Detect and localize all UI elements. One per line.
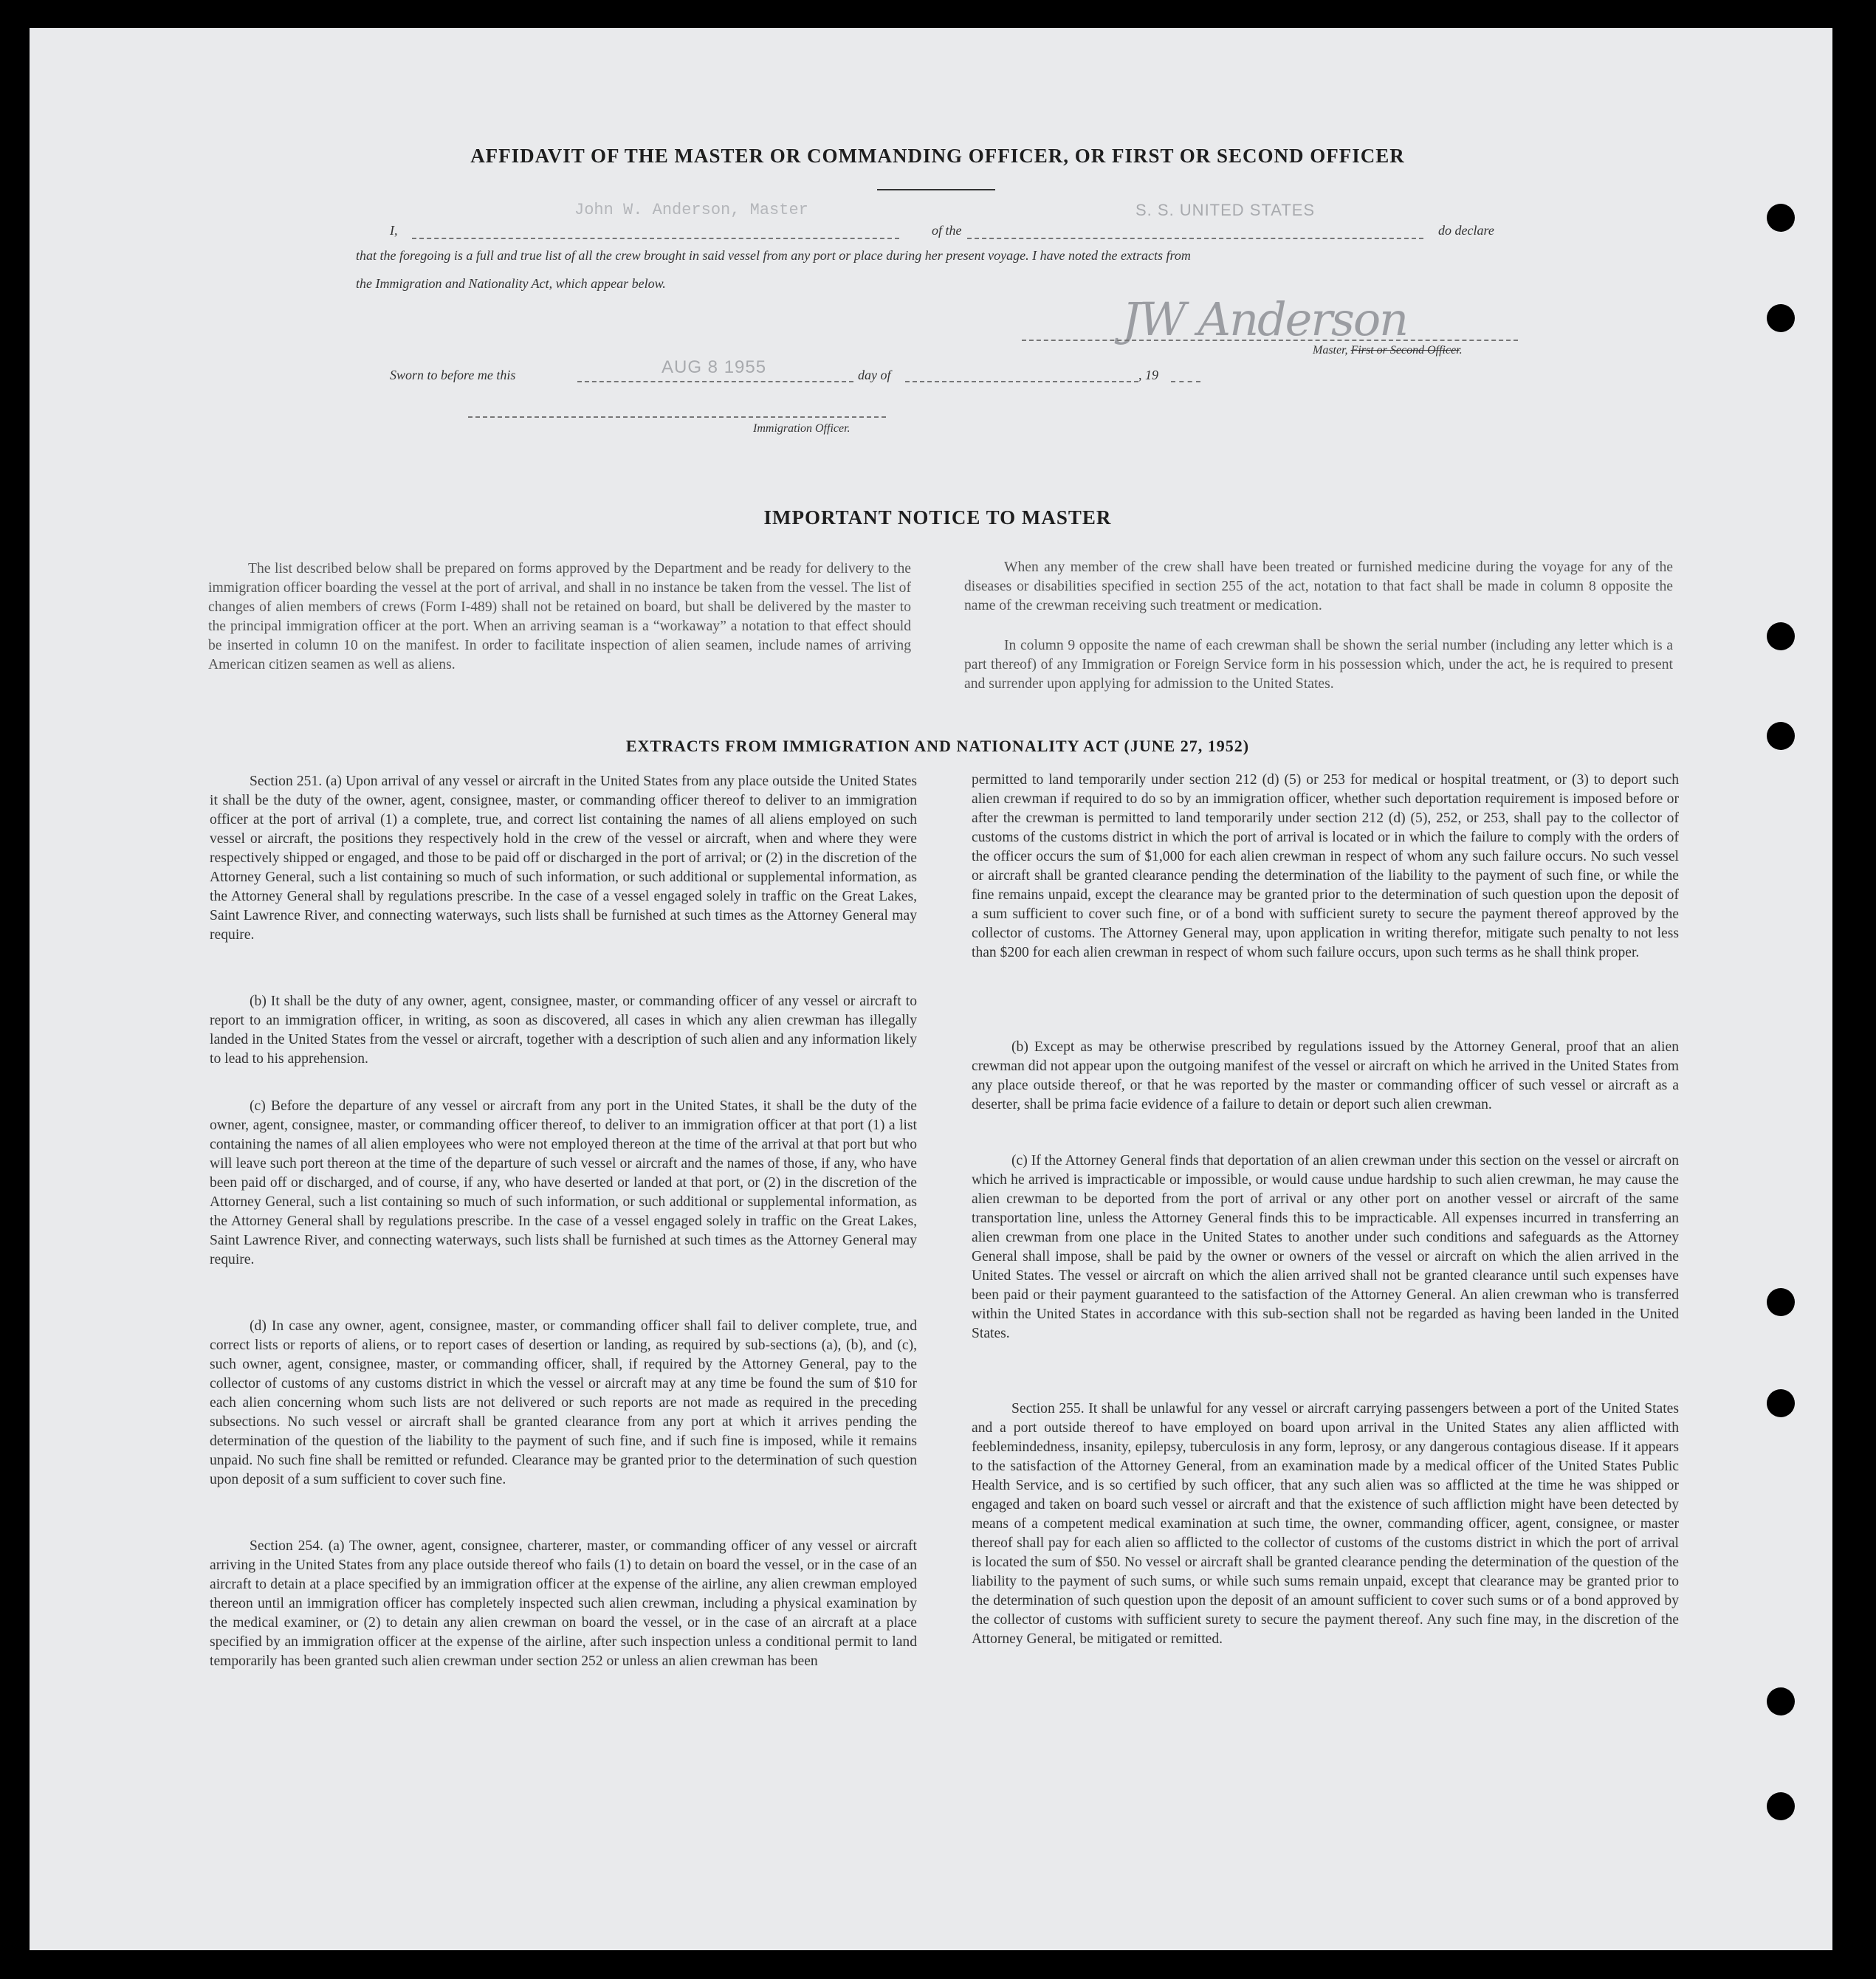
master-name-typed: John W. Anderson, Master	[574, 201, 808, 219]
extract-section-254c: (c) If the Attorney General finds that deportation of an alien crewman under this section on the vessel or aircraft on which he arrived is impracticable or impossible, or would cause undue hardship to such alien crewman, he may cause the alien crewman to be deported from the port of arrival or any other port on another vessel or aircraft of the same transportation line, unless the Attorney General finds this to be impracticable. All expenses incurred in transferring an alien crewman from one place in the United States to another under such conditions and safeguards as the Attorney General shall impose, shall be paid by the owner or owners of the vessel or aircraft on which the alien arrived in the United States. The vessel or aircraft on which the alien arrived shall not be granted clearance until such expenses have been paid or their payment guaranteed to the satisfaction of the Attorney General. An alien crewman who is transferred within the United States in accordance with this sub-section shall not be regarded as having been landed in the United States.	[972, 1153, 1679, 1341]
master-name-line	[412, 238, 899, 239]
extract-section-255: Section 255. It shall be unlawful for any vessel or aircraft carrying passengers between a port of the United States and a port outside thereof to have employed on board upon arrival in the United States any alien afflicted with feeblemindedness, insanity, epilepsy, tuberculosis in any form, leprosy, or any dangerous contagious disease. If it appears to the satisfaction of the Attorney General, from an examination made by a medical officer of the United States Public Health Service, and is so certified by such officer, that any such alien was so afflicted at the time he was shipped or engaged and taken on board such vessel or aircraft and that the existence of such affliction might have been detected by means of a competent medical examination at such time, the owner, commanding officer, agent, consignee, or master thereof shall pay for each alien so afflicted to the collector of customs of the customs district in which the port of arrival is located the sum of $50. No vessel or aircraft shall be granted clearance pending the determination of the question of the liability to the payment of such sums, or while such sums remain unpaid, except that clearance may be granted prior to the determination of such question upon the deposit of an amount sufficient to cover such sums or of a bond approved by the collector of customs with sufficient surety to secure the payment thereof. Any such fine may, in the discretion of the Attorney General, be mitigated or remitted.	[972, 1401, 1679, 1647]
binder-hole	[1767, 622, 1795, 650]
do-declare-label: do declare	[1438, 223, 1494, 238]
binder-hole	[1767, 304, 1795, 332]
declaration-line-2: the Immigration and Nationality Act, which appear below.	[356, 276, 666, 291]
master-title-label	[1313, 344, 1463, 357]
binder-hole	[1767, 1389, 1795, 1417]
notice-right-paragraph-2: In column 9 opposite the name of each crewman shall be shown the serial number (including any letter which is a part thereof) of any Immigration or Foreign Service form in his possession which, under the act, he is required to present and surrender upon applying for admission to the United States.	[964, 638, 1673, 692]
extract-section-251d: (d) In case any owner, agent, consignee, master, or commanding officer shall fail to deliver complete, true, and correct lists or reports of aliens, or to report cases of desertion or landing, as required by sub-sections (a), (b), and (c), such owner, agent, consignee, master, or commanding officer, shall, if required by the Attorney General, pay to the collector of customs of any customs district in which the vessel or aircraft may at any time be found the sum of $10 for each alien concerning whom such lists are not delivered or such reports are not made as required in the preceding subsections. No such vessel or aircraft shall be granted clearance from any port at which it arrives pending the determination of the question of the liability to the payment of such fine, and if such fine is imposed, while it remains unpaid. No such fine shall be remitted or refunded. Clearance may be granted prior to the determination of such question upon deposit of a sum sufficient to cover such fine.	[210, 1318, 917, 1487]
year-label: , 19	[1138, 368, 1158, 382]
title-rule	[877, 189, 995, 190]
master-signature: JW Anderson	[1122, 292, 1408, 346]
extract-section-251b: (b) It shall be the duty of any owner, agent, consignee, master, or commanding officer of any vessel or aircraft to report to an immigration officer, in writing, as soon as discovered, all cases in which any alien crewman has illegally landed in the United States from the vessel or aircraft, together with a description of such alien and any information likely to lead to his apprehension.	[210, 994, 917, 1067]
notice-right-paragraph-1: When any member of the crew shall have been treated or furnished medicine during the voyage for any of the diseases or disabilities specified in section 255 of the act, notation to that fact shall be made in column 8 opposite the name of the crewman receiving such treatment or medication.	[964, 560, 1673, 613]
extract-section-254a-continued: permitted to land temporarily under section 212 (d) (5) or 253 for medical or hospital treatment, or (3) to deport such alien crewman if required to do so by an immigration officer, whether such deportation requirement is imposed before or after the crewman is permitted to land temporarily under section 212 (d) (5), 252, or 253, shall pay to the collector of customs of the customs district in which the port of arrival is located or in which the failure to comply with the orders of the officer occurs the sum of $1,000 for each alien crewman in respect of whom any such failure occurs. No such vessel or aircraft shall be granted clearance pending the determination of the liability to the payment of such fine, or while the fine remains unpaid, except the clearance may be granted prior to the determination of such question upon the deposit of a sum sufficient to cover such fine, or of a bond with sufficient surety to secure the payment thereof approved by the collector of customs. The Attorney General may, upon application in writing therefor, mitigate such penalty to not less than $200 for each alien crewman in respect of whom such failure occurs, upon such terms as he shall think proper.	[972, 772, 1679, 960]
extract-section-254b: (b) Except as may be otherwise prescribed by regulations issued by the Attorney General, proof that an alien crewman did not appear upon the outgoing manifest of the vessel or aircraft on which he arrived in the United States from any place outside thereof, or that he was reported by the master or commanding officer of such vessel or aircraft as a deserter, shall be prima facie evidence of a failure to detain or deport such alien crewman.	[972, 1039, 1679, 1112]
extract-section-251a: Section 251. (a) Upon arrival of any vessel or aircraft in the United States from any place outside the United States it shall be the duty of the owner, agent, consignee, master, or commanding officer thereof to deliver to an immigration officer at the port of arrival (1) a complete, true, and correct list containing the names of all aliens employed on such vessel or aircraft, the positions they respectively hold in the crew of the vessel or aircraft, when and where they were respectively shipped or engaged, and those to be paid off or discharged in the port of arrival; or (2) in the discretion of the Attorney General, such a list containing so much of such information, or such additional or supplemental information, as the Attorney General shall by regulations prescribe. In the case of a vessel engaged solely in traffic on the Great Lakes, Saint Lawrence River, and connecting waterways, such lists shall be furnished at such times as the Attorney General may require.	[210, 774, 917, 943]
binder-hole	[1767, 1792, 1795, 1820]
affidavit-title: AFFIDAVIT OF THE MASTER OR COMMANDING OFFICER, OR FIRST OR SECOND OFFICER	[470, 145, 1405, 167]
extract-section-251c: (c) Before the departure of any vessel or aircraft from any port in the United States, it shall be the duty of the owner, agent, consignee, master, or commanding officer thereof, to deliver to an immigration officer at that port (1) a list containing the names of all alien employees who were not employed thereon at the time of the arrival at that port but who will leave such port thereon at the time of the departure of such vessel or aircraft and the names of those, if any, who have been paid off or discharged, and of course, if any, who have deserted or landed at that port, or (2) in the discretion of the Attorney General, such a list containing so much of such information, or such additional or supplemental information, as the Attorney General shall by regulations prescribe. In the case of a vessel engaged solely in traffic on the Great Lakes, Saint Lawrence River, and connecting waterways, such lists shall be furnished at such times as the Attorney General may require.	[210, 1098, 917, 1267]
vessel-stamp: S. S. UNITED STATES	[1135, 201, 1316, 219]
sworn-label: Sworn to before me this	[390, 368, 516, 382]
sworn-day-line	[577, 381, 853, 382]
master-label: Master,	[1313, 344, 1348, 357]
binder-hole	[1767, 1288, 1795, 1316]
day-of-label: day of	[858, 368, 891, 382]
binder-hole	[1767, 722, 1795, 750]
declaration-line-1: that the foregoing is a full and true list of all the crew brought in said vessel from any port or place during her present voyage. I have noted the extracts from	[356, 248, 1191, 263]
notice-left-paragraph: The list described below shall be prepared on forms approved by the Department and be ready for delivery to the immigration officer boarding the vessel at the port of arrival, and shall in no instance be taken from the vessel. The list of changes of alien members of crews (Form I-489) shall not be retained on board, but shall be delivered by the master to the principal immigration officer at the port. When an arriving seaman is a “workaway” a notation to that effect should be inserted in column 10 on the manifest. In order to facilitate inspection of alien seamen, include names of arriving American citizen seamen as well as aliens.	[208, 561, 911, 672]
officer-struck-label: First or Second Officer	[1350, 344, 1460, 357]
signature-line	[1022, 340, 1518, 341]
of-the-label: of the	[932, 223, 962, 238]
immigration-officer-line	[468, 416, 886, 418]
sworn-date-stamp: AUG 8 1955	[662, 357, 767, 377]
vessel-line	[967, 238, 1423, 239]
notice-title: IMPORTANT NOTICE TO MASTER	[763, 506, 1112, 529]
binder-hole	[1767, 1687, 1795, 1715]
immigration-officer-label: Immigration Officer.	[753, 422, 851, 435]
sworn-year-line	[1171, 381, 1200, 382]
binder-hole	[1767, 204, 1795, 232]
sworn-month-line	[905, 381, 1138, 382]
period: .	[1459, 344, 1463, 357]
extract-section-254a: Section 254. (a) The owner, agent, consignee, charterer, master, or commanding officer of any vessel or aircraft arriving in the United States from any place outside thereof who fails (1) to detain on board the vessel, or in the case of an aircraft to detain at a place specified by an immigration officer at the expense of the airline, any alien crewman employed thereon until an immigration officer has completely inspected such alien crewman, including a physical examination by the medical examiner, or (2) to detain any alien crewman on board the vessel, or in the case of an aircraft at a place specified by an immigration officer at the expense of the airline, after such inspection unless a conditional permit to land temporarily has been granted such alien crewman under section 252 or unless an alien crewman has been	[210, 1538, 917, 1669]
extracts-title: EXTRACTS FROM IMMIGRATION AND NATIONALITY ACT (JUNE 27, 1952)	[625, 737, 1250, 755]
i-label: I,	[390, 223, 398, 238]
